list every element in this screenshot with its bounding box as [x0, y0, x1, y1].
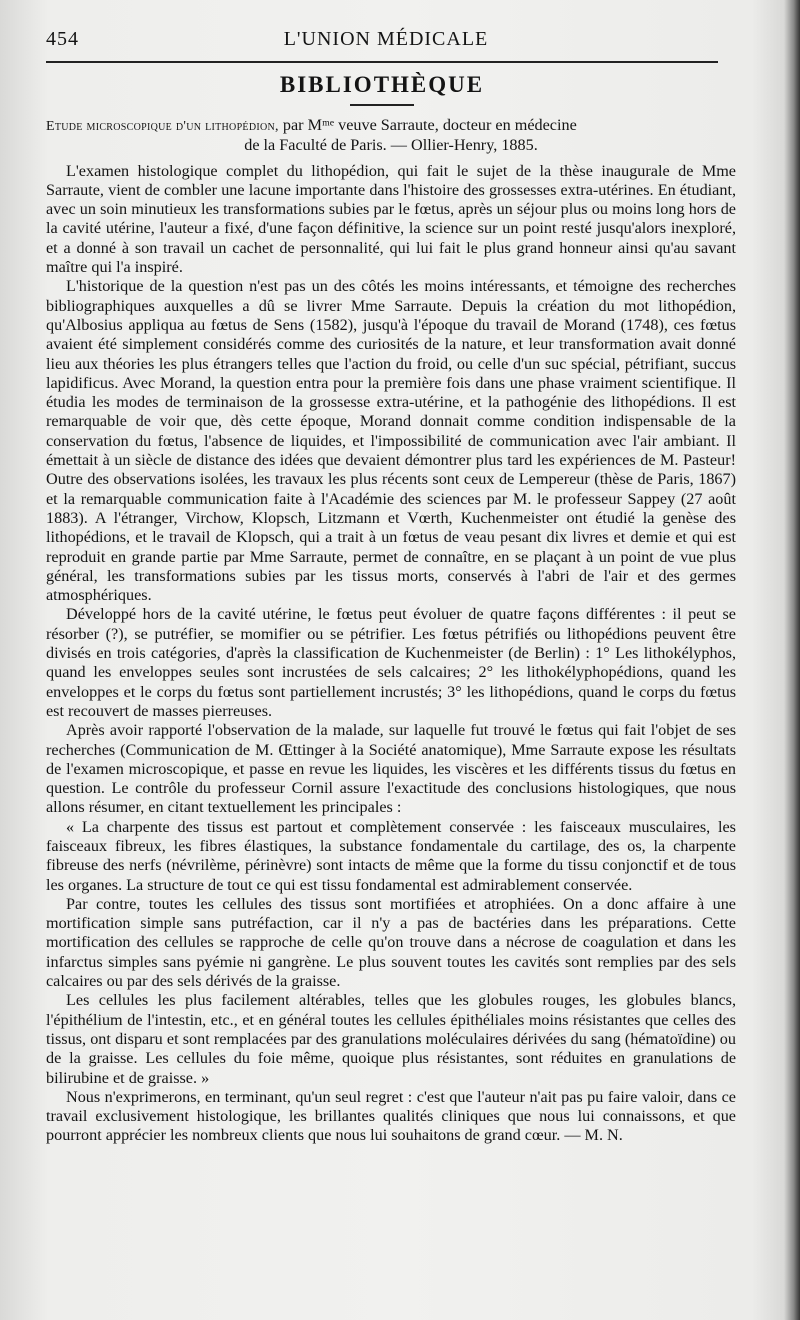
header-rule	[46, 61, 718, 63]
page-number: 454	[46, 28, 79, 50]
citation-title: Etude microscopique d'un lithopédion,	[46, 119, 279, 134]
paragraph-2: L'historique de la question n'est pas un des côtés les moins intéressants, et témoigne des recherches bibliographiques auxquelles a dû se livrer Mme Sarraute. Depuis la création du mot lithopédion, qu'Albosius appliqua au fœtus de Sens (1582), jusqu'à l'époque du travail de Morand (1748), ces fœtus avaient été simplement considérés comme des curiosités de la nature, et leur transformation avait donné lieu aux théories les plus étrangers telles que l'action du froid, ou celle d'un suc spécial, pétrifiant, succus lapidificus. Avec Morand, la question entra pour la première fois dans une phase vraiment scientifique. Il étudia les modes de terminaison de la grossesse extra-utérine, et la pathogénie des lithopédions. Il est remarquable de voir que, dès cette époque, Morand donnait comme condition indispensable de la conservation du fœtus, l'absence de liquides, et l'impossibilité de communication avec l'air ambiant. Il émettait à un siècle de distance des idées que devaient démontrer plus tard les expériences de M. Pasteur! Outre des observations isolées, les travaux les plus récents sont ceux de Lempereur (thèse de Paris, 1867) et la remarquable communication faite à l'Académie des sciences par M. le professeur Sappey (27 août 1883). A l'étranger, Virchow, Klopsch, Litzmann et Vœrth, Kuchenmeister ont étudié la genèse des lithopédions, et le travail de Klopsch, qui a trait à un fœtus de veau pesant dix livres et demie et qui est reproduit en grande partie par Mme Sarraute, permet de connaître, en se plaçant à un point de vue plus général, les transformations subies par les tissus morts, conservés à l'abri de l'air et des germes atmosphériques.	[46, 277, 736, 605]
citation-author: par Mᵐᵉ veuve Sarraute, docteur en médecine	[282, 116, 577, 134]
running-header	[46, 28, 726, 54]
paragraph-1: L'examen histologique complet du lithopédion, qui fait le sujet de la thèse inaugurale de Mme Sarraute, vient de combler une lacune importante dans l'histoire des grossesses extra-utérines. En étudiant, avec un soin minutieux les transformations subies par le fœtus, après un séjour plus ou moins long hors de la cavité utérine, l'auteur a fixé, d'une façon définitive, la science sur un point resté jusqu'alors inexploré, et a donné à son travail un cachet de personnalité, qui lui fait le plus grand honneur ainsi qu'au savant maître qui l'a inspiré.	[46, 161, 736, 277]
section-rule	[350, 104, 414, 106]
citation-publisher: de la Faculté de Paris. — Ollier-Henry, 1885.	[244, 136, 538, 155]
paragraph-8-closing: Nous n'exprimerons, en terminant, qu'un seul regret : c'est que l'auteur n'ait pas pu faire valoir, dans ce travail exclusivement histologique, les brillantes qualités cliniques que nous lui connaissons, et que pourront apprécier les nombreux clients que nous lui souhaitons de grand cœur. — M. N.	[46, 1087, 736, 1145]
paragraph-7-quote: Les cellules les plus facilement altérables, telles que les globules rouges, les globules blancs, l'épithélium de l'intestin, etc., et en général toutes les cellules épithéliales moins résistantes que celles des tissus, ont disparu et sont remplacées par des granulations moléculaires dérivées du sang (hématoïdine) ou de la graisse. Les cellules du foie même, quoique plus résistantes, sont réduites en granulations de bilirubine et de graisse. »	[46, 991, 736, 1087]
paragraph-6-quote: Par contre, toutes les cellules des tissus sont mortifiées et atrophiées. On a donc affaire à une mortification simple sans putréfaction, car il n'y a pas de bactéries dans les préparations. Cette mortification des cellules se rapproche de celle qu'on trouve dans a nécrose de coagulation et dans les infarctus simples sans pyémie ni gangrène. Le plus souvent toutes les cavités sont remplies par des sels calcaires ou par des sels dérivés de la graisse.	[46, 894, 736, 991]
paragraph-5-quote: « La charpente des tissus est partout et complètement conservée : les faisceaux musculaires, les faisceaux fibreux, les fibres élastiques, la substance fondamentale du cartilage, des os, la charpente fibreuse des nerfs (névrilème, périnèvre) sont intacts de même que la forme du tissu conjonctif et de tous les organes. La structure de tout ce qui est tissu fondamental est admirablement conservée.	[46, 817, 736, 894]
article-body	[46, 116, 736, 1146]
journal-title: L'UNION MÉDICALE	[283, 28, 489, 50]
section-title: BIBLIOTHÈQUE	[279, 72, 485, 97]
page-edge-shadow	[784, 0, 800, 1320]
paragraph-3: Développé hors de la cavité utérine, le fœtus peut évoluer de quatre façons différentes : il peut se résorber (?), se putréfier, se momifier ou se pétrifier. Les fœtus pétrifiés ou lithopédions peuvent être divisés en trois catégories, d'après la classification de Kuchenmeister (de Berlin) : 1° Les lithokélyphos, quand les enveloppes seules sont incrustées de sels calcaires; 2° les lithokélyphopédions, quand les enveloppes et le corps du fœtus sont partiellement incrustés; 3° les lithopédions, quand le corps du fœtus est recouvert de masses pierreuses.	[46, 605, 736, 720]
paragraph-4: Après avoir rapporté l'observation de la malade, sur laquelle fut trouvé le fœtus qui fait l'objet de ses recherches (Communication de M. Œttinger à la Société anatomique), Mme Sarraute expose les résultats de l'examen microscopique, et passe en revue les liquides, les viscères et les différents tissus du fœtus en question. Le contrôle du professeur Cornil assure l'exactitude des conclusions histologiques, que nous allons résumer, en citant textuellement les principales :	[46, 721, 736, 817]
citation	[46, 116, 736, 156]
